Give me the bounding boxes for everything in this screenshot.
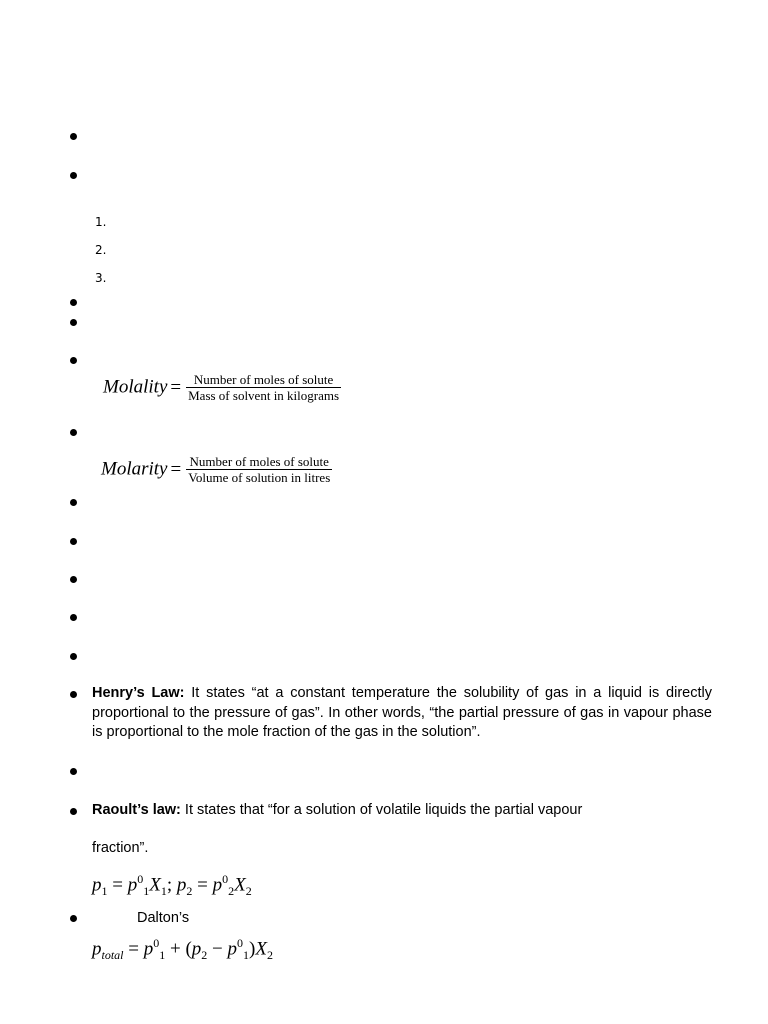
dalton-formula: $p_{total} = p^0_1 + (p_2 - p^0_1)X_2$ [92, 936, 273, 963]
list-bullet [70, 768, 77, 775]
molality-numerator: Number of moles of solute [193, 372, 334, 387]
henrys-law-text: It states “at a constant temperature the solubility of gas in a liquid is directly proportional to the pressure of gas”. In other words, “the partial pressure of gas in vapour phase is proportional to the mole fraction of the gas in the solution”. [92, 685, 712, 740]
molarity-equals: = [170, 458, 182, 480]
numbered-item-1: 1. [95, 215, 107, 229]
list-bullet [70, 357, 77, 364]
molality-lhs: Molality [103, 376, 168, 398]
molarity-fraction [186, 454, 332, 485]
molality-formula [103, 372, 341, 403]
daltons-label: Dalton’s [137, 910, 190, 926]
henrys-law-title: Henry’s Law: [92, 685, 185, 701]
list-bullet [70, 915, 77, 922]
list-bullet [70, 133, 77, 140]
raoults-law-title: Raoult’s law: [92, 802, 181, 818]
molarity-numerator: Number of moles of solute [189, 454, 329, 469]
raoult-formula: $p_1 = p^0_1X_1$; $p_2 = p^0_2X_2$ [92, 872, 252, 899]
henrys-law-paragraph [92, 684, 712, 743]
molarity-denominator: Volume of solution in litres [188, 470, 331, 485]
list-bullet [70, 576, 77, 583]
raoults-law-text: It states that “for a solution of volatile liquids the partial vapour [184, 802, 583, 818]
molality-denominator: Mass of solvent in kilograms [188, 388, 340, 403]
raoults-law-continuation: fraction”. [92, 840, 149, 856]
numbered-item-3: 3. [95, 271, 107, 285]
list-bullet [70, 614, 77, 621]
raoults-law-paragraph [92, 801, 712, 821]
list-bullet [70, 691, 77, 698]
numbered-item-2: 2. [95, 243, 107, 257]
list-bullet [70, 499, 77, 506]
molarity-lhs: Molarity [101, 458, 168, 480]
molality-equals: = [170, 376, 182, 398]
molality-fraction [186, 372, 341, 403]
molarity-formula [101, 454, 332, 485]
list-bullet [70, 299, 77, 306]
list-bullet [70, 429, 77, 436]
list-bullet [70, 538, 77, 545]
list-bullet [70, 653, 77, 660]
list-bullet [70, 808, 77, 815]
list-bullet [70, 319, 77, 326]
list-bullet [70, 172, 77, 179]
